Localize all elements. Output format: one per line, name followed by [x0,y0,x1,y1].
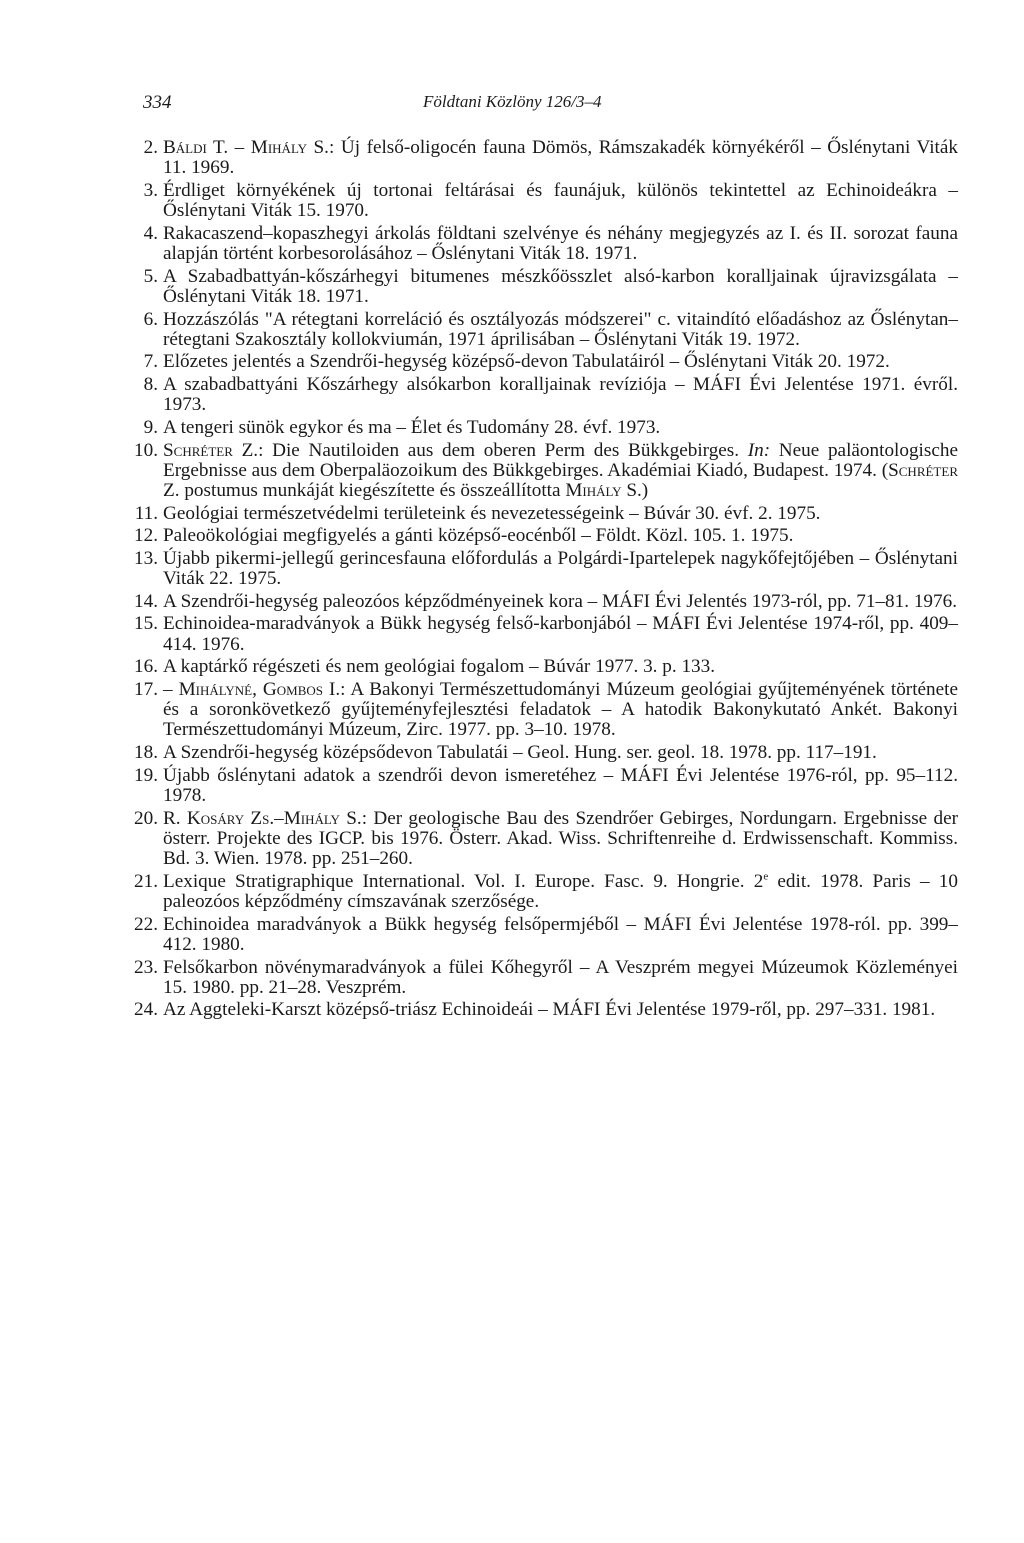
reference-text: Újabb őslénytani adatok a szendrői devon ismeretéhez – MÁFI Évi Jelentése 1976-ról, pp. 95–112. 1978. [163,764,958,806]
reference-number: 16. [134,656,158,678]
reference-text: Lexique Stratigraphique International. Vol. I. Europe. Fasc. 9. Hongrie. 2 [163,870,764,892]
reference-text: Echinoidea maradványok a Bükk hegység felsőpermjéből – MÁFI Évi Jelentése 1978-ról. pp. 399–412. 1980. [163,913,958,955]
reference-number: 22. [134,913,158,935]
reference-text: : A Bakonyi Természettudományi Múzeum geológiai gyűjteményének története és a soronkövetkező gyűjteményfejlesztési feladatok – A hatodik Bakonykutató Ankét. Bakonyi Természettudományi Múzeum, Zirc. 1977. pp. 3–10. 1978. [163,678,958,741]
reference-text: edit. 1978. Paris – 10 paleozóos képződmény címszavának szerzősége. [163,870,958,913]
reference-item [128,915,958,956]
reference-text: Az Aggteleki-Karszt középső-triász Echinoideái – MÁFI Évi Jelentése 1979-ről, pp. 297–331. 1981. [163,999,936,1021]
reference-item [128,872,958,913]
reference-text: Érdliget környékének új tortonai feltárásai és faunájuk, különös tekintettel az Echinoideákra – Őslénytani Viták 15. 1970. [163,179,958,222]
reference-item [128,181,958,222]
reference-item [128,549,958,590]
reference-item [128,743,958,763]
reference-text: A Szabadbattyán-kőszárhegyi bitumenes mészkőösszlet alsó-karbon koralljainak újravizsgálata – Őslénytani Viták 18. 1971. [163,265,958,307]
reference-text: : Új felső-oligocén fauna Dömös, Rámszakadék környékéről – Őslénytani Viták 11. 1969. [163,137,958,179]
reference-item [128,809,958,870]
reference-text: Neue paläontologische Ergebnisse aus dem Oberpaläozoikum des Bükkgebirges. Akadémiai Kiadó, Budapest. 1974. ( [163,439,958,481]
reference-item [128,138,958,179]
italic-text: In: [747,439,771,461]
reference-number: 6. [143,308,158,330]
reference-text: A Szendrői-hegység középsődevon Tabulatái – Geol. Hung. ser. geol. 18. 1978. pp. 117–191. [163,742,877,764]
reference-text: Hozzászólás "A rétegtani korreláció és osztályozás módszerei" c. vitaindító előadáshoz az Őslénytan–rétegtani Szakosztály kollokviumán, 1971 áprilisában – Őslénytani Viták 19. 1972. [163,308,958,350]
reference-number: 17. [134,678,158,700]
reference-number: 18. [134,742,158,764]
reference-item [128,310,958,351]
reference-text: – [163,678,179,700]
reference-number: 13. [134,547,158,569]
reference-text: Előzetes jelentés a Szendrői-hegység középső-devon Tabulatáiról – Őslénytani Viták 20. 1972. [163,351,890,373]
reference-text: : Der geologische Bau des Szendrőer Gebirges, Nordungarn. Ergebnisse der österr. Projekte des IGCP. bis 1976. Österr. Akad. Wiss. Schriftenreihe d. Erdwissenschaft. Kommiss. Bd. 3. Wien. 1978. pp. 251–260. [163,807,958,870]
reference-item [128,526,958,546]
reference-item [128,352,958,372]
reference-item [128,657,958,677]
reference-item [128,441,958,502]
reference-number: 7. [143,351,158,373]
reference-number: 11. [134,502,158,524]
reference-number: 8. [143,374,158,396]
reference-text: R. [163,807,187,829]
reference-text: Paleoökológiai megfigyelés a gánti középső-eocénből – Földt. Közl. 105. 1. 1975. [163,525,794,547]
reference-item [128,766,958,807]
author-name: Mihályné, Gombos I. [178,678,341,700]
reference-text: ) [641,480,649,502]
author-name: Schréter Z. [163,459,958,502]
reference-text: Geológiai természetvédelmi területeink és nevezetességeink – Búvár 30. évf. 2. 1975. [163,502,821,524]
reference-item [128,418,958,438]
reference-number: 20. [134,807,158,829]
reference-number: 15. [134,613,158,635]
reference-item [128,224,958,265]
reference-item [128,958,958,999]
reference-number: 23. [134,956,158,978]
reference-text: Rakacaszend–kopaszhegyi árkolás földtani szelvénye és néhány megjegyzés az I. és II. sorozat fauna alapján történt korbesorolásához – Őslénytani Viták 18. 1971. [163,222,958,265]
reference-text: A kaptárkő régészeti és nem geológiai fogalom – Búvár 1977. 3. p. 133. [163,656,716,678]
superscript-text: e [763,870,769,883]
reference-number: 9. [143,416,158,438]
author-name: Mihály S. [565,480,642,502]
reference-list [128,138,958,1023]
reference-number: 12. [134,525,158,547]
reference-text: A tengeri sünök egykor és ma – Élet és Tudomány 28. évf. 1973. [163,416,661,438]
author-name: Schréter Z. [163,439,259,461]
reference-text: postumus munkáját kiegészítette és összeállította [179,480,566,502]
reference-number: 5. [143,265,158,287]
reference-item [128,1000,958,1020]
reference-item [128,680,958,741]
reference-item [128,592,958,612]
reference-text: Felsőkarbon növénymaradványok a fülei Kőhegyről – A Veszprém megyei Múzeumok Közleményei 15. 1980. pp. 21–28. Veszprém. [163,956,958,998]
page-number: 334 [143,92,172,113]
reference-text: Újabb pikermi-jellegű gerincesfauna előfordulás a Polgárdi-Ipartelepek nagykőfejtőjében – Őslénytani Viták 22. 1975. [163,547,958,590]
reference-number: 3. [143,179,158,201]
page-header [143,92,883,122]
reference-number: 14. [134,590,158,612]
reference-number: 24. [134,999,158,1021]
reference-number: 19. [134,764,158,786]
reference-item [128,504,958,524]
reference-text: A Szendrői-hegység paleozóos képződményeinek kora – MÁFI Évi Jelentés 1973-ról, pp. 71–81. 1976. [163,590,957,612]
reference-item [128,614,958,655]
running-title: Földtani Közlöny 126/3–4 [423,92,602,111]
reference-number: 21. [134,870,158,892]
author-name: Báldi T. – Mihály S. [163,137,329,158]
reference-text: A szabadbattyáni Kőszárhegy alsókarbon koralljainak revíziója – MÁFI Évi Jelentése 1971. évről. 1973. [163,374,958,416]
reference-item [128,375,958,416]
reference-number: 4. [143,222,158,244]
reference-text: : Die Nautiloiden aus dem oberen Perm des Bükkgebirges. [258,439,748,461]
reference-text: Echinoidea-maradványok a Bükk hegység felső-karbonjából – MÁFI Évi Jelentése 1974-ről, pp. 409–414. 1976. [163,613,958,655]
reference-number: 10. [134,439,158,461]
reference-item [128,267,958,308]
reference-number: 2. [143,137,158,158]
author-name: Kosáry Zs.–Mihály S. [186,807,362,829]
